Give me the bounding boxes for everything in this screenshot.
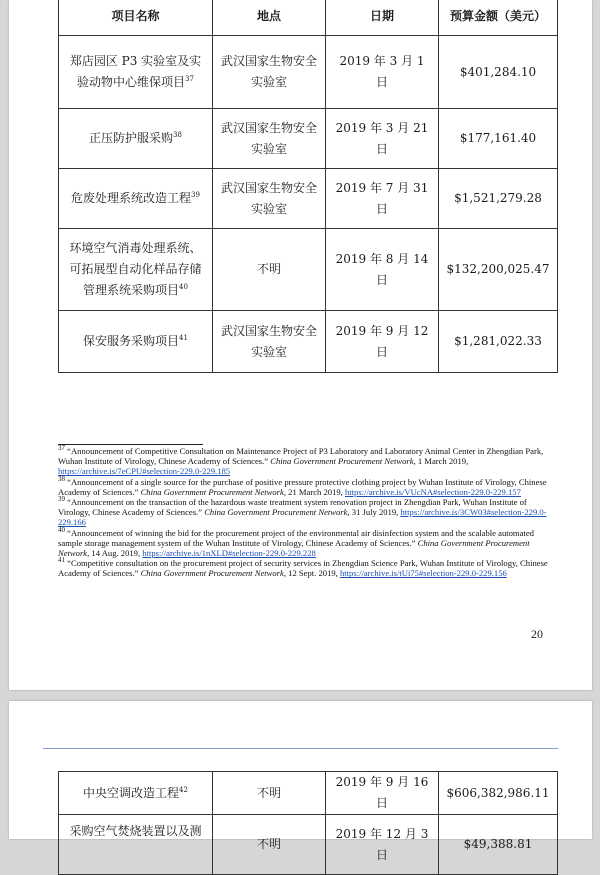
footnote-ref: 40 [179,283,188,291]
archive-link[interactable]: https://archive.is/VUcNA#selection-229.0-229.157 [344,486,521,497]
cell-date: 2019 年 8 月 14 日 [326,229,439,311]
cell-amount: $1,521,279.28 [439,169,558,229]
cell-date: 2019 年 9 月 12 日 [326,311,439,373]
cell-location: 不明 [213,772,326,815]
cell-amount: $401,284.10 [439,36,558,109]
cell-date: 2019 年 9 月 16 日 [326,772,439,815]
cell-location: 武汉国家生物安全实验室 [213,36,326,109]
archive-link[interactable]: https://archive.is/7eCPU#selection-229.0-229.185 [58,466,231,477]
cell-project-name: 正压防护服采购$^{38}$ [59,109,213,169]
cell-location: 武汉国家生物安全实验室 [213,109,326,169]
cell-date: 2019 年 12 月 3 日 [326,815,439,875]
cell-project-name: 中央空调改造工程$^{42}$ [59,772,213,815]
cell-project-name: 保安服务采购项目$^{41}$ [59,311,213,373]
table-row [59,772,558,815]
cell-date: 2019 年 3 月 21 日 [326,109,439,169]
budget-table-continued [58,771,558,875]
cell-project-name: 采购空气焚烧装置以及测 [59,815,213,875]
footnote-ref: 38 [173,131,182,139]
footnotes [58,446,558,579]
cell-amount: $132,200,025.47 [439,229,558,311]
table-row [59,815,558,875]
cell-location: 不明 [213,229,326,311]
cell-location: 武汉国家生物安全实验室 [213,311,326,373]
footnote: $^{41}$ “Competitive consultation on the procurement project of security services in Zhengdian Science Park, Wuhan Institute of Virology, Chinese Academy of Sciences.” China Government Procurement Network, 12 Sept. 2019, https://archive.is/tUi75#selection-229.0-229.156 [58,556,548,579]
cell-project-name: 环境空气消毒处理系统、可拓展型自动化样品存储管理系统采购项目$^{40}$ [59,229,213,311]
table-row [59,311,558,373]
footnote-divider [58,444,203,445]
archive-link[interactable]: https://archive.is/tUi75#selection-229.0-229.156 [339,568,507,579]
table-row [59,229,558,311]
archive-link[interactable]: https://archive.is/1nXLD#selection-229.0-229.228 [142,548,316,559]
document-page [9,0,592,690]
cell-location: 武汉国家生物安全实验室 [213,169,326,229]
header-budget: 预算金额（美元） [439,0,558,36]
header-date: 日期 [326,0,439,36]
archive-link[interactable]: https://archive.is/3CW03#selection-229.0-229.166 [58,507,547,528]
table-row [59,169,558,229]
header-rule [43,748,558,749]
table-row [59,109,558,169]
cell-date: 2019 年 7 月 31 日 [326,169,439,229]
footnote: $^{37}$ “Announcement of Competitive Consultation on Maintenance Project of P3 Laboratory and Laboratory Animal Center in Zhengdian Park, Wuhan Institute of Virology, Chinese Academy of Sciences.” China Government Procurement Network, 1 March 2019, https://archive.is/7eCPU#selection-229.0-229.185 [58,444,544,477]
footnote: $^{38}$ “Announcement of a single source for the purchase of positive pressure protective clothing project by Wuhan Institute of Virology, Chinese Academy of Sciences.” China Government Procurement Network, 21 March 2019, https://archive.is/VUcNA#selection-229.0-229.157 [58,474,547,497]
page-number: 20 [531,627,543,641]
footnote: $^{39}$ “Announcement on the transaction of the hazardous waste treatment system renovation project in Zhengdian Park, Wuhan Institute of Virology, Chinese Academy of Sciences.” China Government Procurement Network, 31 July 2019, https://archive.is/3CW03#selection-229.0-229.166 [58,495,547,528]
cell-project-name: 郑店园区 P3 实验室及实验动物中心维保项目$^{37}$ [59,36,213,109]
table-header-row [59,0,558,36]
header-location: 地点 [213,0,326,36]
footnote-ref: 41 [179,334,188,342]
cell-amount: $177,161.40 [439,109,558,169]
cell-date: 2019 年 3 月 1 日 [326,36,439,109]
budget-table [58,0,558,373]
footnote: $^{40}$ “Announcement of winning the bid for the procurement project of the environmental air disinfection system and the scalable automated sample storage management system of the Wuhan Institute of Virology, Chinese Academy of Sciences.” China Government Procurement Network, 14 Aug. 2019, https://archive.is/1nXLD#selection-229.0-229.228 [58,525,534,559]
footnote-ref: 42 [179,785,188,794]
cell-amount: $49,388.81 [439,815,558,875]
footnote-ref: 39 [191,191,200,199]
table-row [59,36,558,109]
cell-location: 不明 [213,815,326,875]
cell-amount: $1,281,022.33 [439,311,558,373]
footnote-ref: 37 [185,75,194,83]
cell-project-name: 危废处理系统改造工程$^{39}$ [59,169,213,229]
document-page [9,701,592,862]
cell-amount: $606,382,986.11 [439,772,558,815]
header-project-name: 项目名称 [59,0,213,36]
